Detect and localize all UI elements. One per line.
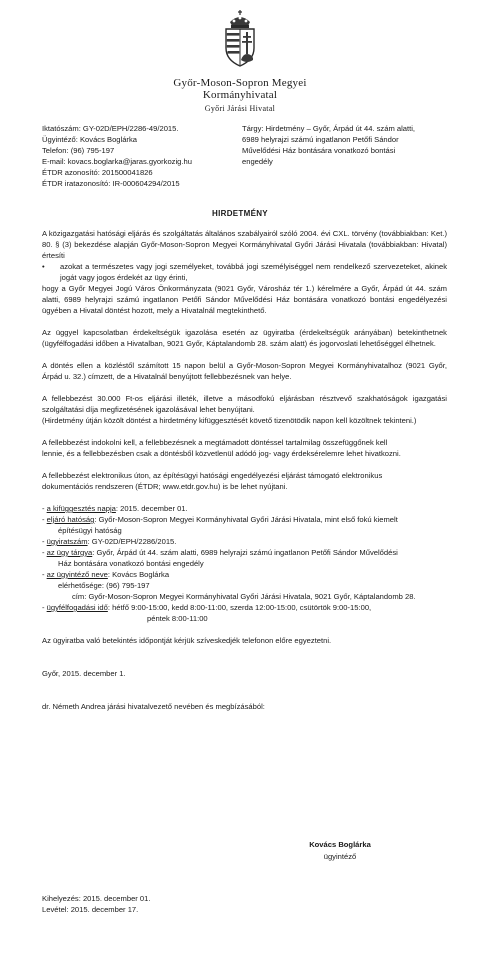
document-title: HIRDETMÉNY — [212, 209, 268, 218]
paragraph: hogy a Győr Megyei Jogú Város Önkormányzata (9021 Győr, Városház tér 1.) kérelmére a Győr, Árpád út 44. szám alatti, 6989 helyrajzi számú ingatlanon Petőfi Sándor Művelődési Ház bontására vonatkozó bontási engedélyezési ügyében a Hivatal döntést hozott, mely a Hivatalnál megtekinthető. — [42, 284, 448, 315]
paragraph: A fellebbezést elektronikus úton, az építésügyi hatósági engedélyezési eljárást támogató elektronikus dokumentációs rendszeren (ÉTDR; www.etdr.gov.hu) is be lehet nyújtani. — [42, 471, 383, 491]
etdr-doc-id: ÉTDR iratazonosító: IR-000604294/2015 — [42, 179, 180, 188]
paragraph: A fellebbezést 30.000 Ft-os eljárási illeték, illetve a másodfokú eljárásban résztvevő szakhatóságok igazgatási szolgáltatási díja megfizetésének igazolásával lehet benyújtani. (Hirdetmény útján közölt döntést a hirdetmény kifüggesztését követő tizenötödik napon kell közöltnek tekinteni.) — [42, 394, 447, 425]
detail-ugyintezo: - az ügyintéző neve: Kovács Boglárka — [42, 570, 170, 579]
document-body — [42, 228, 447, 712]
ugyintezo: Ügyintéző: Kovács Boglárka — [42, 135, 137, 144]
subject-line: 6989 helyrajzi számú ingatlanon Petőfi Sándor — [242, 135, 399, 144]
telefon: Telefon: (96) 795-197 — [42, 146, 115, 155]
detail-hatosag-cont: építésügyi hatóság — [58, 526, 122, 535]
reference-block — [42, 123, 242, 189]
org-subunit: Győri Járási Hivatal — [204, 104, 276, 113]
email: E-mail: kovacs.boglarka@jaras.gyorkozig.hu — [42, 157, 192, 166]
org-name-line2: Kormányhivatal — [202, 89, 278, 101]
detail-kifuggesztes: - a kifüggesztés napja: 2015. december 01. — [42, 504, 188, 513]
subject-block — [242, 123, 447, 167]
details-list — [42, 503, 447, 624]
hungarian-coat-of-arms-icon — [212, 8, 268, 68]
paragraph: Az ügyiratba való betekintés időpontját kérjük szíveskedjék telefonon előre egyeztetni. — [42, 636, 332, 645]
iktatoszam: Iktatószám: GY-02D/EPH/2286-49/2015. — [42, 124, 179, 133]
detail-hatosag: - eljáró hatóság: Győr-Moson-Sopron Megyei Kormányhivatal Győri Járási Hivatala, mint első fokú kiemelt — [42, 515, 398, 524]
paragraph: A döntés ellen a közléstől számított 15 napon belül a Győr-Moson-Sopron Megyei Kormányhivatalhoz (9021 Győr, Árpád u. 32.) címzett, de a Hivatalnál benyújtott fellebbezésnek van helye. — [42, 361, 447, 381]
org-name-line1: Győr-Moson-Sopron Megyei — [173, 77, 307, 89]
subject-line: Művelődési Ház bontására vonatkozó bontási — [242, 146, 396, 155]
detail-ugyiratszam: - ügyiratszám: GY-02D/EPH/2286/2015. — [42, 537, 177, 546]
etdr-id: ÉTDR azonosító: 201500041826 — [42, 168, 153, 177]
on-behalf-line: dr. Németh Andrea járási hivatalvezető nevében és megbízásából: — [42, 702, 265, 711]
detail-ugyfelfogadas-cont: péntek 8:00-11:00 — [147, 614, 208, 623]
signer-title: ügyintéző — [323, 852, 357, 861]
detail-ugyfelfogadas: - ügyfélfogadási idő: hétfő 9:00-15:00, kedd 8:00-11:00, szerda 12:00-15:00, csütörtök 9:00-15:00, — [42, 603, 372, 612]
place-date: Győr, 2015. december 1. — [42, 669, 126, 678]
paragraph: Az üggyel kapcsolatban érdekeltségük igazolása esetén az ügyiratba (érdekeltségük arányában) betekinthetnek (ügyfélfogadási időben a Hivatalban, 9021 Győr, Káptalandomb 28. szám alatt) és jogorvoslati lehetőséggel élhetnek. — [42, 328, 447, 348]
bullet-item: • azokat a természetes vagy jogi személyeket, továbbá jogi személyiséggel nem rendelkező szervezeteket, akinek jogát vagy jogos érdekét az ügy érinti, — [42, 262, 447, 282]
subject-line: Tárgy: Hirdetmény – Győr, Árpád út 44. szám alatti, — [242, 124, 416, 133]
paragraph: A közigazgatási hatósági eljárás és szolgáltatás általános szabályairól szóló 2004. évi CXL. törvény (továbbiakban: Ket.) 80. § (3) bekezdése alapján Győr-Moson-Sopron Megyei Kormányhivatal Győri Járási Hivatala (továbbiakban: Hivatal) értesíti — [42, 229, 447, 260]
bullet-icon: • — [42, 262, 45, 271]
detail-cim: cím: Győr-Moson-Sopron Megyei Kormányhivatal Győri Járási Hivatala, 9021 Győr, Káptalandomb 28. — [72, 592, 416, 601]
signer-name: Kovács Boglárka — [309, 840, 371, 849]
detail-targy: - az ügy tárgya: Győr, Árpád út 44. szám alatti, 6989 helyrajzi számú ingatlanon Petőfi Sándor Művelődési — [42, 548, 398, 557]
removed-date: Levétel: 2015. december 17. — [42, 905, 139, 914]
posted-date: Kihelyezés: 2015. december 01. — [42, 894, 151, 903]
subject-line: engedély — [242, 157, 273, 166]
paragraph: A fellebbezést indokolni kell, a fellebbezésnek a megtámadott döntéssel tartalmilag összefüggőnek kell lennie, és a fellebbezésben csak a döntésből közvetlenül adódó jog- vagy érdeksérelemre lehet hivatkozni. — [42, 438, 401, 458]
detail-elerhetoseg: elérhetősége: (96) 795-197 — [58, 581, 150, 590]
detail-targy-cont: Ház bontására vonatkozó bontási engedély — [58, 559, 204, 568]
